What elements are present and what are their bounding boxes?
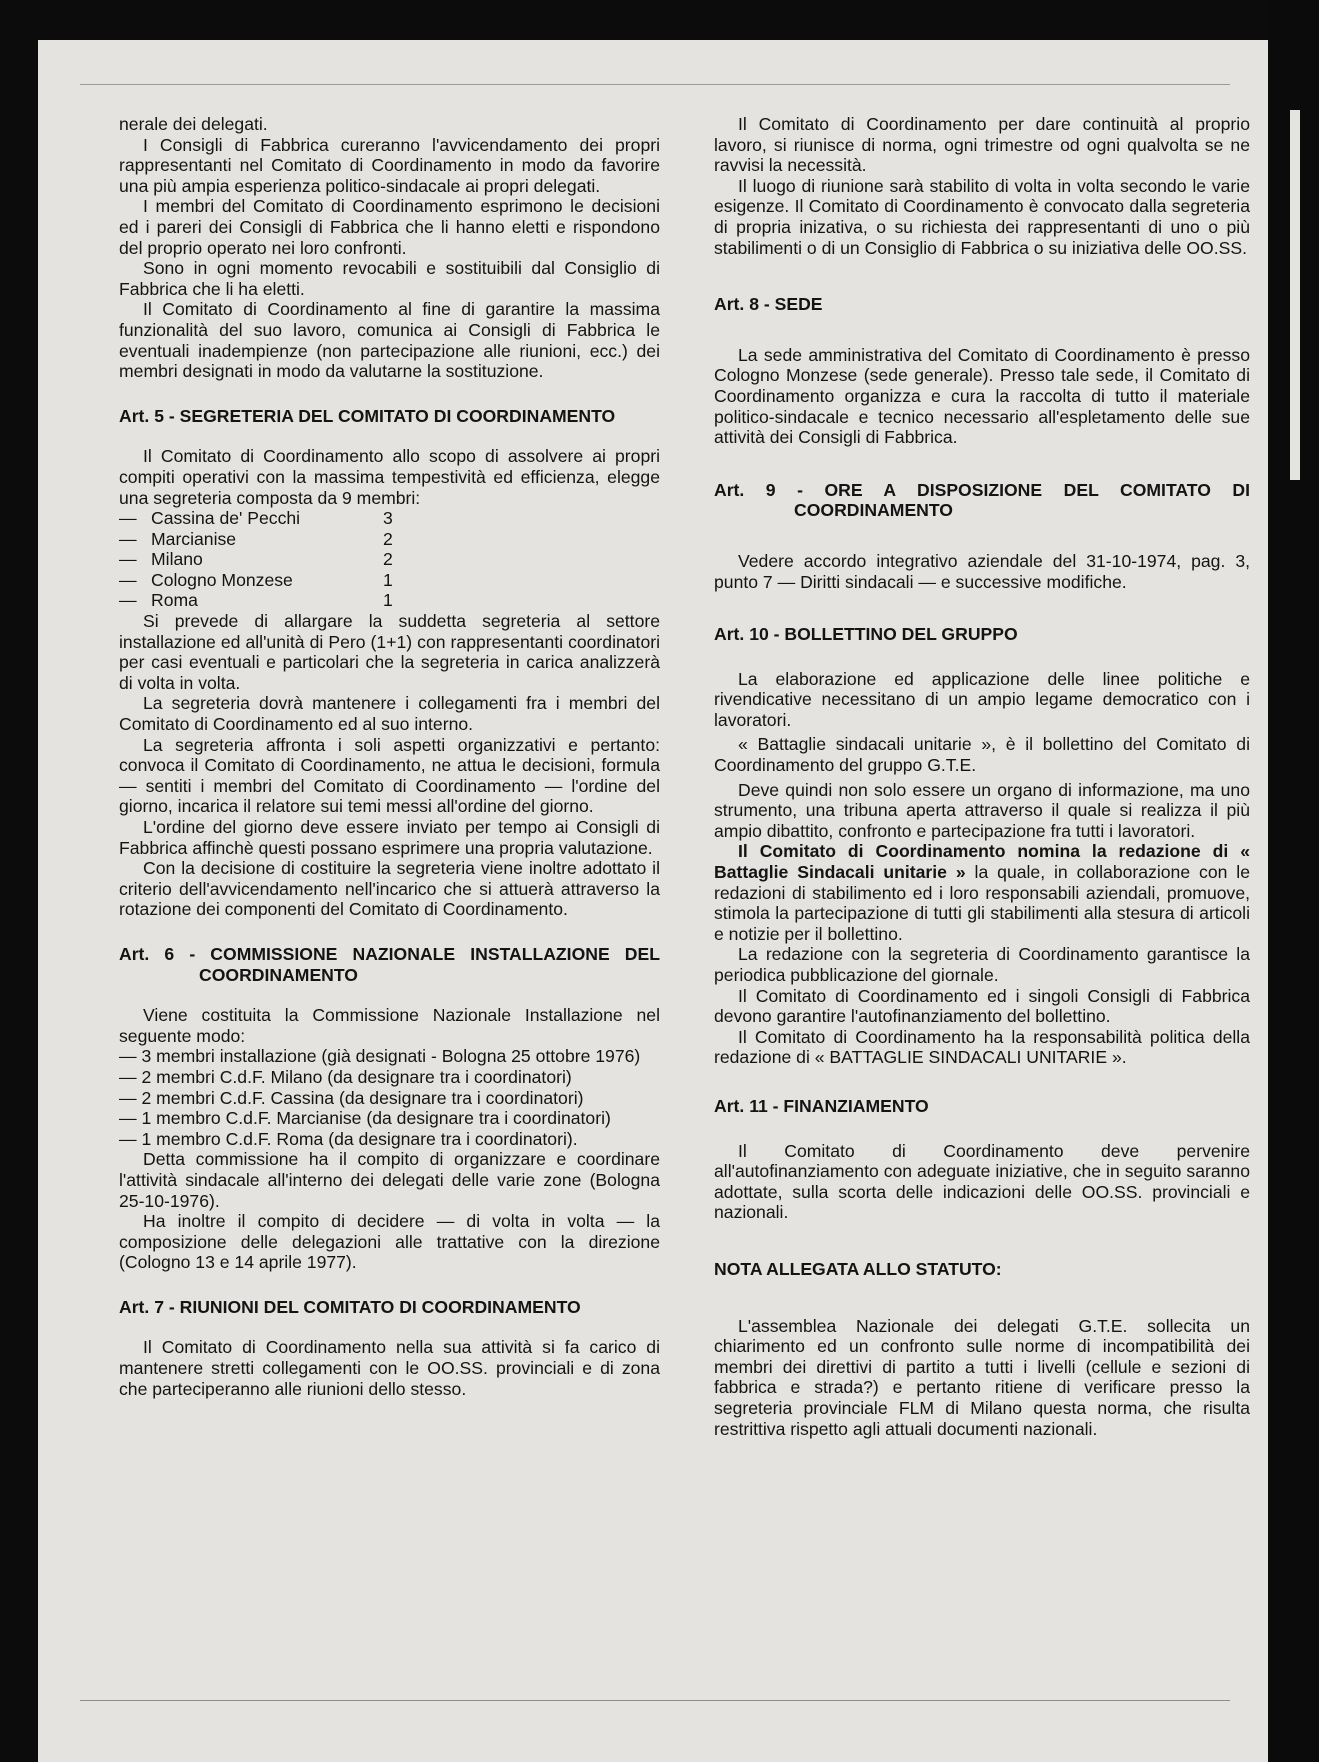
art6-paragraph: Ha inoltre il compito di decidere — di volta in volta — la composizione delle delegazioni alle trattative con la direzione (Cologno 13 e 14 aprile 1977). <box>119 1211 660 1273</box>
art9-paragraph: Vedere accordo integrativo aziendale del 31-10-1974, pag. 3, punto 7 — Diritti sindacali — e successive modifiche. <box>714 550 1250 592</box>
art10-paragraph: Il Comitato di Coordinamento ed i singoli Consigli di Fabbrica devono garantire l'autofinanziamento del bollettino. <box>714 985 1250 1027</box>
art5-paragraph: La segreteria dovrà mantenere i collegamenti fra i membri del Comitato di Coordinamento ed al suo interno. <box>119 693 660 735</box>
art7-paragraph: Il Comitato di Coordinamento nella sua attività si fa carico di mantenere stretti collegamenti con le OO.SS. provinciali e di zona che parteciperanno alle riunioni dello stesso. <box>119 1337 660 1399</box>
art11-paragraph: Il Comitato di Coordinamento deve pervenire all'autofinanziamento con adeguate iniziative, che in seguito saranno adottate, sulla scorta delle indicazioni delle OO.SS. provinciali e nazionali. <box>714 1140 1250 1223</box>
art6-intro: Viene costituita la Commissione Nazionale Installazione nel seguente modo: <box>119 1005 660 1046</box>
list-item: — 2 membri C.d.F. Cassina (da designare tra i coordinatori) <box>119 1087 584 1108</box>
art6-paragraph: Detta commissione ha il compito di organizzare e coordinare l'attività sindacale all'interno dei delegati delle varie zone (Bologna 25-10-1976). <box>119 1149 660 1211</box>
art5-paragraph: L'ordine del giorno deve essere inviato per tempo ai Consigli di Fabbrica affinchè questi possano esprimere una propria valutazione. <box>119 817 660 858</box>
list-item: — 3 membri installazione (già designati - Bologna 25 ottobre 1976) <box>119 1046 641 1067</box>
art5-paragraph: La segreteria affronta i soli aspetti organizzativi e pertanto: convoca il Comitato di Coordinamento, ne attua le decisioni, formula — sentiti i membri del Comitato di Coordinamento — l'ordine del giorno, incarica il relatore sui temi messi all'ordine del giorno. <box>119 734 660 817</box>
art10-heading: Art. 10 - BOLLETTINO DEL GRUPPO <box>714 624 1018 645</box>
list-item: — Marcianise 2 <box>119 528 393 549</box>
intro-paragraph: Sono in ogni momento revocabili e sostituibili dal Consiglio di Fabbrica che li ha eletti. <box>119 258 660 299</box>
list-item: — 2 membri C.d.F. Milano (da designare tra i coordinatori) <box>119 1066 572 1087</box>
art5-heading: Art. 5 - SEGRETERIA DEL COMITATO DI COORDINAMENTO <box>119 405 616 426</box>
art5-paragraph: Si prevede di allargare la suddetta segreteria al settore installazione ed all'unità di Pero (1+1) con rappresentanti coordinatori per casi eventuali e particolari che la segreteria in carica analizzerà di volta in volta. <box>119 611 660 693</box>
right-column <box>714 114 1250 1439</box>
list-item: — Cologno Monzese 1 <box>119 569 393 590</box>
art9-heading: Art. 9 - ORE A DISPOSIZIONE DEL COMITATO DI COORDINAMENTO <box>714 479 1250 521</box>
left-column <box>119 114 660 1399</box>
art10-paragraph: Deve quindi non solo essere un organo di informazione, ma uno strumento, una tribuna aperta attraverso il quale si realizza il più ampio dibattito, confronto e partecipazione fra tutti i lavoratori. <box>714 779 1250 841</box>
art10-paragraph: Il Comitato di Coordinamento nomina la redazione di « Battaglie Sindacali unitarie » la quale, in collaborazione con le redazioni di stabilimento ed i loro responsabili aziendali, promuove, stimola la partecipazione di tutti gli stabilimenti alla stesura di articoli e notizie per il bollettino. <box>714 841 1250 944</box>
list-item: — 1 membro C.d.F. Marcianise (da designare tra i coordinatori) <box>119 1108 611 1129</box>
art11-heading: Art. 11 - FINANZIAMENTO <box>714 1095 929 1116</box>
art8-paragraph: La sede amministrativa del Comitato di Coordinamento è presso Cologno Monzese (sede generale). Presso tale sede, il Comitato di Coordinamento organizza e cura la raccolta di tutto il materiale politico-sindacale e tecnico necessario all'espletamento delle sue attività dei Consigli di Fabbrica. <box>714 344 1250 448</box>
intro-paragraph: I membri del Comitato di Coordinamento esprimono le decisioni ed i pareri dei Consigli di Fabbrica che li hanno eletti e rispondono del proprio operato nei loro confronti. <box>119 196 660 258</box>
intro-paragraph: Il Comitato di Coordinamento al fine di garantire la massima funzionalità del suo lavoro, comunica ai Consigli di Fabbrica le eventuali inadempienze (non partecipazione alle riunioni, ecc.) dei membri designati in modo da valutarne la sostituzione. <box>119 299 660 382</box>
nota-heading: NOTA ALLEGATA ALLO STATUTO: <box>714 1258 1002 1279</box>
art10-paragraph: La elaborazione ed applicazione delle linee politiche e rivendicative necessitano di un ampio legame democratico con i lavoratori. <box>714 668 1250 730</box>
art6-heading: Art. 6 - COMMISSIONE NAZIONALE INSTALLAZIONE DEL COORDINAMENTO <box>119 943 660 985</box>
list-item: — Milano 2 <box>119 549 393 570</box>
segreteria-members-list <box>119 508 660 611</box>
art10-paragraph: Il Comitato di Coordinamento ha la responsabilità politica della redazione di « BATTAGLIE SINDACALI UNITARIE ». <box>714 1026 1250 1068</box>
nota-paragraph: L'assemblea Nazionale dei delegati G.T.E. sollecita un chiarimento ed un confronto sulle norme di incompatibilità dei membri dei direttivi di partito a tutti i livelli (cellule e sezioni di fabbrica e strada?) e pertanto ritiene di verificare presso la segreteria provinciale FLM di Milano questa norma, che risulta restrittiva rispetto agli attuali documenti nazionali. <box>714 1315 1250 1439</box>
list-item: — 1 membro C.d.F. Roma (da designare tra i coordinatori). <box>119 1128 578 1149</box>
art8-heading: Art. 8 - SEDE <box>714 294 823 315</box>
bold-text: Il Comitato di Coordinamento nomina la redazione di « Battaglie Sindacali unitarie » <box>714 841 1250 883</box>
art10-paragraph: La redazione con la segreteria di Coordinamento garantisce la periodica pubblicazione del giornale. <box>714 944 1250 985</box>
art10-paragraph: « Battaglie sindacali unitarie », è il bollettino del Comitato di Coordinamento del gruppo G.T.E. <box>714 734 1250 776</box>
art7-continued-paragraph: Il luogo di riunione sarà stabilito di volta in volta secondo le varie esigenze. Il Comitato di Coordinamento è convocato dalla segreteria di propria inizativa, o su richiesta dei rappresentanti di uno o più stabilimenti o di un Consiglio di Fabbrica o su iniziativa delle OO.SS. <box>714 175 1250 258</box>
intro-paragraph: I Consigli di Fabbrica cureranno l'avvicendamento dei propri rappresentanti nel Comitato di Coordinamento in modo da favorire una più ampia esperienza politico-sindacale ai propri delegati. <box>119 134 660 196</box>
art5-intro: Il Comitato di Coordinamento allo scopo di assolvere ai propri compiti operativi con la massima tempestività ed efficienza, elegge una segreteria composta da 9 membri: <box>119 446 660 508</box>
top-rule <box>80 84 1230 85</box>
scan-edge-strip <box>1290 110 1300 480</box>
art7-continued-paragraph: Il Comitato di Coordinamento per dare continuità al proprio lavoro, si riunisce di norma, ogni trimestre od ogni qualvolta se ne ravvisi la necessità. <box>714 114 1250 176</box>
bottom-rule <box>80 1700 1230 1701</box>
list-item: — Roma 1 <box>119 590 393 611</box>
list-item: — Cassina de' Pecchi 3 <box>119 508 393 529</box>
intro-fragment: nerale dei delegati. <box>119 114 268 134</box>
art7-heading: Art. 7 - RIUNIONI DEL COMITATO DI COORDINAMENTO <box>119 1296 581 1317</box>
art5-paragraph: Con la decisione di costituire la segreteria viene inoltre adottato il criterio dell'avvicendamento nell'incarico che si attuerà attraverso la rotazione dei componenti del Comitato di Coordinamento. <box>119 858 660 920</box>
